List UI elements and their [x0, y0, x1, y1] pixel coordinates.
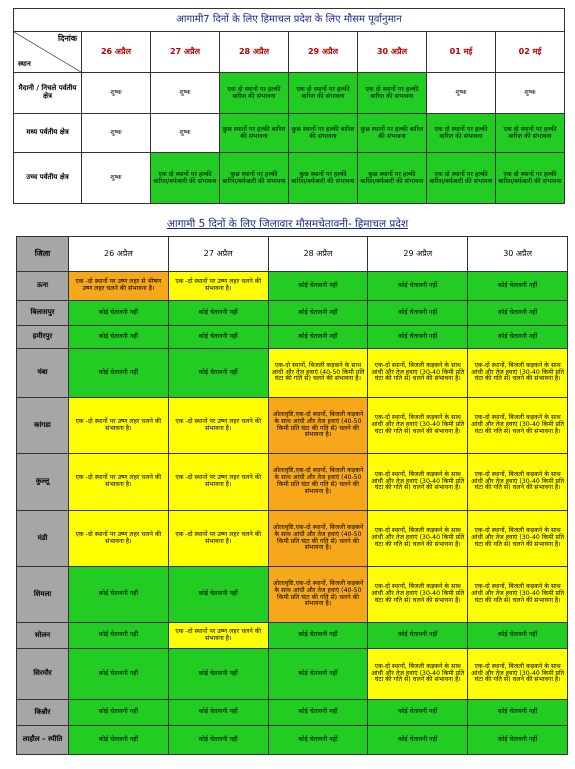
- warning-header-row: [17, 237, 568, 272]
- warning-cell: एक-दो स्थानों, बिजली कड़कने के साथ आंधी और तेज हवाएं (30-40 किमी प्रति घंटा की गति से) चलने की संभावना है।: [368, 567, 468, 623]
- warning-cell: एक-दो स्थानों, बिजली कड़कने के साथ आंधी और तेज हवाएं (30-40 किमी प्रति घंटा की गति से) चलने की संभावना है।: [368, 398, 468, 454]
- corner-date-label: दिनांक: [58, 34, 77, 43]
- forecast-cell: एक दो स्थानों पर हल्की बारिश/बर्फबारी की संभावना: [496, 153, 565, 204]
- forecast-cell: एक दो स्थानों पर हल्की बारिश/बर्फबारी की संभावना: [151, 153, 220, 204]
- warning-cell: एक -दो स्थानों पर उष्ण लहर चलने की संभावना है।: [168, 272, 268, 301]
- warning-cell: एक-दो स्थानों, बिजली कड़कने के साथ आंधी और तेज हवाएं (30-40 किमी प्रति घंटा की गति से) चलने की संभावना है।: [368, 511, 468, 567]
- forecast-date: 28 अप्रैल: [220, 32, 289, 73]
- warning-cell: कोई चेतावनी नहीं: [268, 623, 368, 649]
- warning-cell: एक -दो स्थानों पर उष्ण लहर से भीषण उष्ण लहर चलने की संभावना है।: [69, 272, 169, 301]
- warning-row: [17, 301, 568, 326]
- warning-cell: कोई चेतावनी नहीं: [69, 567, 169, 623]
- warning-row: [17, 349, 568, 398]
- district-name: बिलासपुर: [17, 301, 69, 326]
- forecast-cell: एक दो स्थानों पर हल्की बारिश की संभावना: [289, 73, 358, 114]
- warning-cell: एक-दो स्थानों, बिजली कड़कने के साथ आंधी और तेज हवाएं (30-40 किमी प्रति घंटा की गति से) चलने की संभावना है।: [468, 649, 568, 700]
- warning-cell: कोई चेतावनी नहीं: [468, 623, 568, 649]
- forecast-cell: शुष्क: [82, 114, 151, 153]
- forecast-cell: कुछ स्थानों पर हल्की बारिश की संभावना: [289, 114, 358, 153]
- forecast-date: 29 अप्रैल: [289, 32, 358, 73]
- warning-cell: कोई चेतावनी नहीं: [268, 301, 368, 326]
- warning-row: [17, 567, 568, 623]
- warning-cell: कोई चेतावनी नहीं: [168, 726, 268, 755]
- warning-cell: एक -दो स्थानों पर उष्ण लहर चलने की संभावना है।: [168, 623, 268, 649]
- warning-cell: एक -दो स्थानों पर उष्ण लहर चलने की संभावना है।: [168, 454, 268, 511]
- warning-cell: कोई चेतावनी नहीं: [268, 700, 368, 726]
- district-name: सिरमौर: [17, 649, 69, 700]
- warning-cell: कोई चेतावनी नहीं: [69, 301, 169, 326]
- district-header: जिला: [17, 237, 69, 272]
- forecast-cell: एक दो स्थानों पर हल्की बारिश की संभावना: [358, 73, 427, 114]
- warning-cell: एक -दो स्थानों पर उष्ण लहर चलने की संभावना है।: [168, 398, 268, 454]
- corner-cell: [14, 32, 82, 73]
- warning-cell: एक-दो स्थानों, बिजली कड़कने के साथ आंधी और तेज हवाएं (30-40 किमी प्रति घंटा की गति से) चलने की संभावना है।: [468, 454, 568, 511]
- forecast-cell: कुछ स्थानों पर हल्की बारिश की संभावना: [358, 114, 427, 153]
- warning-cell: एक-दो स्थानों, बिजली कड़कने के साथ आंधी और तेज हवाएं (30-40 किमी प्रति घंटा की गति से) चलने की संभावना है।: [368, 349, 468, 398]
- district-name: शिमला: [17, 567, 69, 623]
- warning-cell: कोई चेतावनी नहीं: [368, 623, 468, 649]
- district-name: कुल्लू: [17, 454, 69, 511]
- forecast-row: [14, 153, 565, 204]
- warning-date: 30 अप्रैल: [468, 237, 568, 272]
- forecast-date: 27 अप्रैल: [151, 32, 220, 73]
- warning-cell: एक -दो स्थानों पर उष्ण लहर चलने की संभावना है।: [168, 511, 268, 567]
- warning-cell: कोई चेतावनी नहीं: [468, 272, 568, 301]
- warning-cell: ओलावृष्टि,एक-दो स्थानों, बिजली कड़कने के साथ आंधी और तेज हवाएं (40-50 किमी प्रति घंटा की गति से) चलने की संभावना है।: [268, 398, 368, 454]
- forecast-date: 30 अप्रैल: [358, 32, 427, 73]
- warning-cell: कोई चेतावनी नहीं: [268, 726, 368, 755]
- warning-cell: एक-दो स्थानों, बिजली कड़कने के साथ आंधी और तेज हवाएं (30-40 किमी प्रति घंटा की गति से) चलने की संभावना है।: [468, 349, 568, 398]
- warning-row: [17, 511, 568, 567]
- warning-cell: कोई चेतावनी नहीं: [268, 272, 368, 301]
- warning-cell: ओलावृष्टि,एक-दो स्थानों, बिजली कड़कने के साथ आंधी और तेज हवाएं (40-50 किमी प्रति घंटा की गति से) चलने की संभावना है।: [268, 454, 368, 511]
- warning-cell: कोई चेतावनी नहीं: [468, 700, 568, 726]
- region-label: मैदानी / निचले पर्वतीय क्षेत्र: [14, 73, 82, 114]
- warning-cell: कोई चेतावनी नहीं: [268, 326, 368, 349]
- forecast-cell: शुष्क: [496, 73, 565, 114]
- forecast-cell: कुछ स्थानों पर हल्की बारिश/बर्फबारी की संभावना: [289, 153, 358, 204]
- warning-cell: एक-दो स्थानों, बिजली कड़कने के साथ आंधी और तेज हवाएं (40-50 किमी प्रति घंटा की गति से) चलने की संभावना है।: [268, 349, 368, 398]
- warning-row: [17, 398, 568, 454]
- warning-cell: कोई चेतावनी नहीं: [368, 726, 468, 755]
- warning-cell: कोई चेतावनी नहीं: [69, 700, 169, 726]
- forecast-row: [14, 73, 565, 114]
- warning-cell: एक-दो स्थानों, बिजली कड़कने के साथ आंधी और तेज हवाएं (30-40 किमी प्रति घंटा की गति से) चलने की संभावना है।: [468, 511, 568, 567]
- warning-date: 27 अप्रैल: [168, 237, 268, 272]
- district-name: हमीरपुर: [17, 326, 69, 349]
- forecast-cell: एक दो स्थानों पर हल्की बारिश की संभावना: [220, 73, 289, 114]
- forecast-cell: कुछ स्थानों पर हल्की बारिश की संभावना: [220, 114, 289, 153]
- warning-cell: एक -दो स्थानों पर उष्ण लहर चलने की संभावना है।: [69, 511, 169, 567]
- warning-cell: कोई चेतावनी नहीं: [468, 726, 568, 755]
- warning-cell: ओलावृष्टि,एक-दो स्थानों, बिजली कड़कने के साथ आंधी और तेज हवाएं (40-50 किमी प्रति घंटा की गति से) चलने की संभावना है।: [268, 567, 368, 623]
- warning-row: [17, 649, 568, 700]
- warning-cell: कोई चेतावनी नहीं: [168, 326, 268, 349]
- warning-cell: एक-दो स्थानों, बिजली कड़कने के साथ आंधी और तेज हवाएं (30-40 किमी प्रति घंटा की गति से) चलने की संभावना है।: [468, 567, 568, 623]
- warning-title: आगामी 5 दिनों के लिए जिलावार मौसमचेतावनी- हिमाचल प्रदेश: [166, 218, 409, 230]
- warning-date: 28 अप्रैल: [268, 237, 368, 272]
- warning-cell: ओलावृष्टि,एक-दो स्थानों, बिजली कड़कने के साथ आंधी और तेज हवाएं (40-50 किमी प्रति घंटा की गति से) चलने की संभावना है।: [268, 511, 368, 567]
- forecast-cell: एक दो स्थानों पर हल्की बारिश की संभावना: [427, 114, 496, 153]
- warning-cell: कोई चेतावनी नहीं: [368, 272, 468, 301]
- district-name: सोलन: [17, 623, 69, 649]
- warning-cell: कोई चेतावनी नहीं: [69, 726, 169, 755]
- warning-cell: कोई चेतावनी नहीं: [268, 649, 368, 700]
- warning-cell: कोई चेतावनी नहीं: [69, 623, 169, 649]
- district-name: मंडी: [17, 511, 69, 567]
- district-name: कांगडा: [17, 398, 69, 454]
- warning-date: 26 अप्रैल: [69, 237, 169, 272]
- warning-cell: एक -दो स्थानों पर उष्ण लहर चलने की संभावना है।: [69, 398, 169, 454]
- warning-cell: कोई चेतावनी नहीं: [168, 301, 268, 326]
- district-name: ऊना: [17, 272, 69, 301]
- forecast-date: 26 अप्रैल: [82, 32, 151, 73]
- warning-row: [17, 272, 568, 301]
- warning-cell: कोई चेतावनी नहीं: [168, 700, 268, 726]
- forecast-row: [14, 114, 565, 153]
- warning-row: [17, 326, 568, 349]
- warning-cell: कोई चेतावनी नहीं: [368, 301, 468, 326]
- forecast-cell: शुष्क: [151, 73, 220, 114]
- warning-cell: कोई चेतावनी नहीं: [69, 649, 169, 700]
- region-label: मध्य पर्वतीय क्षेत्र: [14, 114, 82, 153]
- warning-cell: कोई चेतावनी नहीं: [69, 326, 169, 349]
- forecast-cell: शुष्क: [82, 153, 151, 204]
- warning-cell: एक -दो स्थानों पर उष्ण लहर चलने की संभावना है।: [69, 454, 169, 511]
- warning-table: [16, 236, 568, 755]
- warning-date: 29 अप्रैल: [368, 237, 468, 272]
- forecast-cell: एक दो स्थानों पर हल्की बारिश की संभावना: [496, 114, 565, 153]
- warning-cell: कोई चेतावनी नहीं: [168, 349, 268, 398]
- warning-body: [17, 272, 568, 755]
- forecast-cell: कुछ स्थानों पर हल्की बारिश/बर्फबारी की संभावना: [358, 153, 427, 204]
- warning-cell: कोई चेतावनी नहीं: [468, 301, 568, 326]
- warning-row: [17, 623, 568, 649]
- corner-place-label: स्थान: [18, 60, 31, 69]
- district-name: लाहौल – स्पीति: [17, 726, 69, 755]
- warning-row: [17, 700, 568, 726]
- warning-cell: एक-दो स्थानों, बिजली कड़कने के साथ आंधी और तेज हवाएं (30-40 किमी प्रति घंटा की गति से) चलने की संभावना है।: [368, 454, 468, 511]
- forecast-cell: शुष्क: [427, 73, 496, 114]
- warning-cell: कोई चेतावनी नहीं: [368, 326, 468, 349]
- warning-row: [17, 726, 568, 755]
- region-label: उच्च पर्वतीय क्षेत्र: [14, 153, 82, 204]
- warning-cell: एक-दो स्थानों, बिजली कड़कने के साथ आंधी और तेज हवाएं (30-40 किमी प्रति घंटा की गति से) चलने की संभावना है।: [468, 398, 568, 454]
- forecast-header-row: [14, 32, 565, 73]
- warning-cell: कोई चेतावनी नहीं: [468, 326, 568, 349]
- forecast-body: [14, 73, 565, 204]
- warning-cell: कोई चेतावनी नहीं: [168, 567, 268, 623]
- forecast-cell: शुष्क: [82, 73, 151, 114]
- forecast-date: 01 मई: [427, 32, 496, 73]
- warning-cell: कोई चेतावनी नहीं: [168, 649, 268, 700]
- district-name: चंबा: [17, 349, 69, 398]
- warning-cell: कोई चेतावनी नहीं: [368, 700, 468, 726]
- forecast-cell: एक दो स्थानों पर हल्की बारिश/बर्फबारी की संभावना: [427, 153, 496, 204]
- forecast-title: आगामी7 दिनों के लिए हिमाचल प्रदेश के लिए मौसम पूर्वानुमान: [14, 9, 565, 32]
- forecast-title-row: [14, 9, 565, 32]
- warning-cell: एक-दो स्थानों, बिजली कड़कने के साथ आंधी और तेज हवाएं (30-40 किमी प्रति घंटा की गति से) चलने की संभावना है।: [368, 649, 468, 700]
- forecast-cell: शुष्क: [151, 114, 220, 153]
- warning-cell: कोई चेतावनी नहीं: [69, 349, 169, 398]
- forecast-cell: कुछ स्थानों पर हल्की बारिश/बर्फबारी की संभावना: [220, 153, 289, 204]
- warning-row: [17, 454, 568, 511]
- district-name: किन्नौर: [17, 700, 69, 726]
- forecast-table: [13, 8, 565, 204]
- forecast-date: 02 मई: [496, 32, 565, 73]
